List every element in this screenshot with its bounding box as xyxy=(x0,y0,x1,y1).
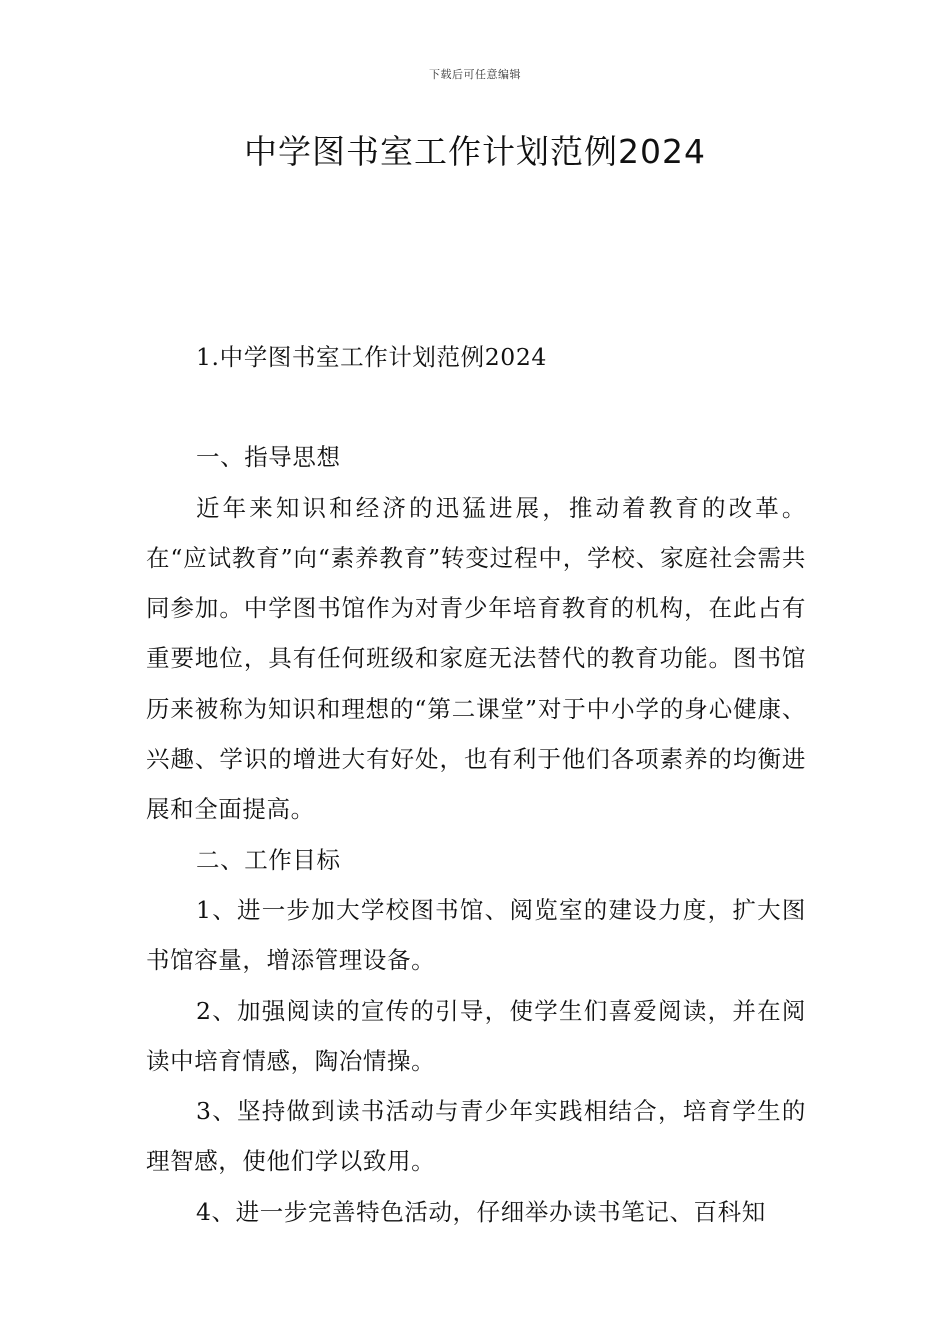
paragraph-goal-1: 1、进一步加大学校图书馆、阅览室的建设力度，扩大图书馆容量，增添管理设备。 xyxy=(146,895,806,975)
document-body xyxy=(146,332,806,1237)
paragraph-guiding: 近年来知识和经济的迅猛进展，推动着教育的改革。在“应试教育”向“素养教育”转变过程中，学校、家庭社会需共同参加。中学图书馆作为对青少年培育教育的机构，在此占有重要地位，具有任何班级和家庭无法替代的教育功能。图书馆历来被称为知识和理想的“第二课堂”对于中小学的身心健康、兴趣、学识的增进大有好处，也有利于他们各项素养的均衡进展和全面提高。 xyxy=(146,493,806,824)
document-subtitle: 1.中学图书室工作计划范例2024 xyxy=(196,343,547,371)
section-heading-guiding: 一、指导思想 xyxy=(196,443,341,472)
section-heading-goals: 二、工作目标 xyxy=(196,845,341,874)
header-note: 下载后可任意编辑 xyxy=(429,68,521,81)
paragraph-goal-3: 3、坚持做到读书活动与青少年实践相结合，培育学生的理智感，使他们学以致用。 xyxy=(146,1097,806,1176)
paragraph-goal-2: 2、加强阅读的宣传的引导，使学生们喜爱阅读，并在阅读中培育情感，陶冶情操。 xyxy=(146,996,806,1075)
document-title: 中学图书室工作计划范例2024 xyxy=(244,132,706,171)
paragraph-goal-4: 4、进一步完善特色活动，仔细举办读书笔记、百科知 xyxy=(196,1197,766,1226)
